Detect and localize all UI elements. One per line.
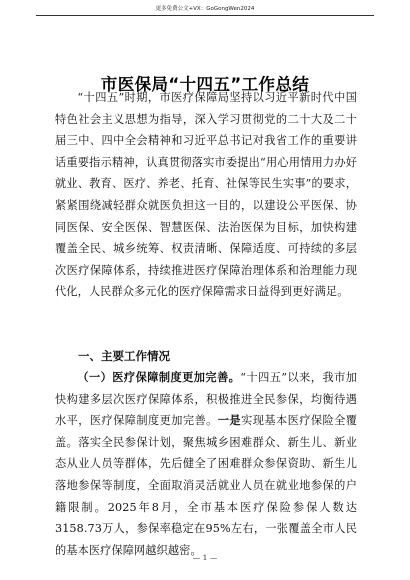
section-heading: 一、主要工作情况 bbox=[78, 349, 170, 363]
header-note: 更多免费公文+VX：GoGongWen2024 bbox=[155, 6, 255, 12]
intro-paragraph: “十四五”时期，市医疗保障局坚持以习近平新时代中国特色社会主义思想为指导，深入学习贯彻党的二十大及二十届三中、四中全会精神和习近平总书记对我省工作的重要讲话重要指示精神，认真贯彻落实市委提出“用心用情用力办好就业、教育、医疗、养老、托育、社保等民生实事”的要求，紧紧围绕减轻群众就医负担这一目的，以建设公平医保、协同医保、安全医保、智慧医保、法治医保为目标，加快构建覆盖全民、城乡统筹、权责清晰、保障适度、可持续的多层次医疗保障体系，持续推进医疗保障治理体系和治理能力现代化，人民群众多元化的医疗保障需求日益得到更好满足。 bbox=[55, 91, 357, 299]
page-number: — 1 — bbox=[192, 553, 218, 562]
sub-heading: （一）医疗保障制度更加完善。 bbox=[77, 371, 241, 384]
bold-lead-text: 一是 bbox=[217, 414, 242, 428]
document-title: 市医保局“十四五”工作总结 bbox=[100, 75, 310, 95]
header-divider bbox=[36, 15, 374, 16]
paragraph-text-a: “十四五”以来，我市加快构建多层次医疗保障体系，积极推进全民参保，均衡待遇水平，医疗保障制度更加完善。 bbox=[55, 371, 358, 428]
paragraph-text-b: 实现基本医疗保险全覆盖。落实全民参保计划，聚焦城乡困难群众、新生儿、新业态从业人员等群体，先后健全了困难群众参保资助、新生儿落地参保等制度，全面取消灵活就业人员在就业地参保的户籍限制。2025年8月，全市基本医疗保险参保人数达3158.73万人，参保率稳定在95%左右，一张覆盖全市人民的基本医疗保障网越织越密。 bbox=[55, 414, 357, 557]
body-paragraph bbox=[55, 367, 357, 561]
